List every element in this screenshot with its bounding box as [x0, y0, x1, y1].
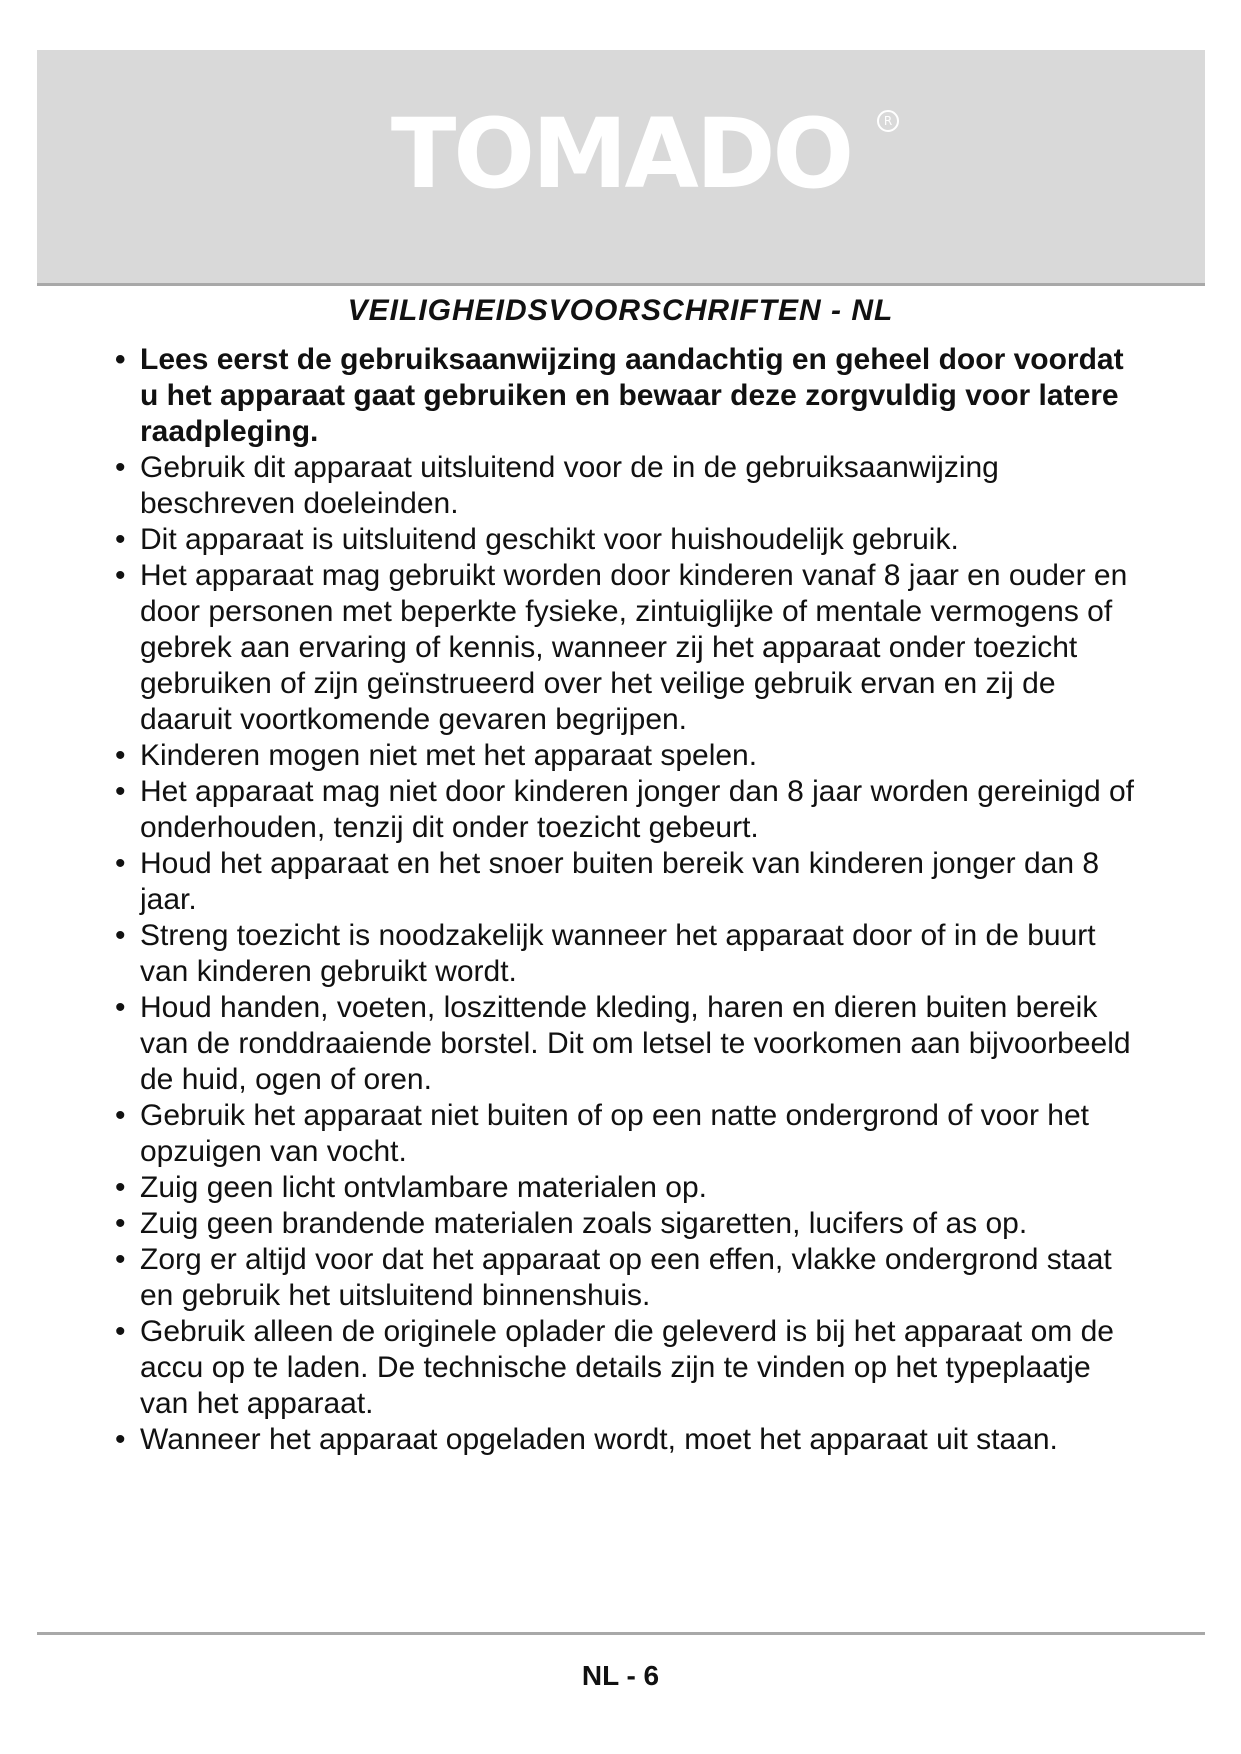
list-item: • Houd het apparaat en het snoer buiten bereik van kinderen jonger dan 8 jaar.: [115, 846, 1135, 918]
list-item: • Wanneer het apparaat opgeladen wordt, moet het apparaat uit staan.: [115, 1422, 1135, 1458]
list-item: • Zuig geen licht ontvlambare materialen op.: [115, 1170, 1135, 1206]
brand-logo: TOMADO: [390, 98, 852, 210]
list-item: • Dit apparaat is uitsluitend geschikt voor huishoudelijk gebruik.: [115, 522, 1135, 558]
footer-divider: [37, 1632, 1205, 1635]
list-item: • Het apparaat mag niet door kinderen jonger dan 8 jaar worden gereinigd of onderhouden, tenzij dit onder toezicht gebeurt.: [115, 774, 1135, 846]
list-item: • Lees eerst de gebruiksaanwijzing aandachtig en geheel door voordat u het apparaat gaat gebruiken en bewaar deze zorgvuldig voor latere raadpleging.: [115, 342, 1135, 450]
list-item: • Gebruik het apparaat niet buiten of op een natte ondergrond of voor het opzuigen van vocht.: [115, 1098, 1135, 1170]
page-title: VEILIGHEIDSVOORSCHRIFTEN - NL: [347, 294, 894, 327]
registered-mark-icon: R: [877, 110, 899, 132]
list-item: • Gebruik dit apparaat uitsluitend voor de in de gebruiksaanwijzing beschreven doeleinden.: [115, 450, 1135, 522]
list-item: • Het apparaat mag gebruikt worden door kinderen vanaf 8 jaar en ouder en door personen met beperkte fysieke, zintuiglijke of mentale vermogens of gebrek aan ervaring of kennis, wanneer zij het apparaat onder toezicht gebruiken of zijn geïnstrueerd over het veilige gebruik ervan en zij de daaruit voortkomende gevaren begrijpen.: [115, 558, 1135, 738]
page-number: NL - 6: [581, 1660, 660, 1691]
header-banner: [37, 50, 1205, 286]
list-item: • Zuig geen brandende materialen zoals sigaretten, lucifers of as op.: [115, 1206, 1135, 1242]
list-item: • Streng toezicht is noodzakelijk wanneer het apparaat door of in de buurt van kinderen gebruikt wordt.: [115, 918, 1135, 990]
list-item: • Houd handen, voeten, loszittende kleding, haren en dieren buiten bereik van de ronddraaiende borstel. Dit om letsel te voorkomen aan bijvoorbeeld de huid, ogen of oren.: [115, 990, 1135, 1098]
safety-list: [115, 342, 1135, 1458]
list-item: • Gebruik alleen de originele oplader die geleverd is bij het apparaat om de accu op te laden. De technische details zijn te vinden op het typeplaatje van het apparaat.: [115, 1314, 1135, 1422]
list-item: • Zorg er altijd voor dat het apparaat op een effen, vlakke ondergrond staat en gebruik het uitsluitend binnenshuis.: [115, 1242, 1135, 1314]
list-item: • Kinderen mogen niet met het apparaat spelen.: [115, 738, 1135, 774]
